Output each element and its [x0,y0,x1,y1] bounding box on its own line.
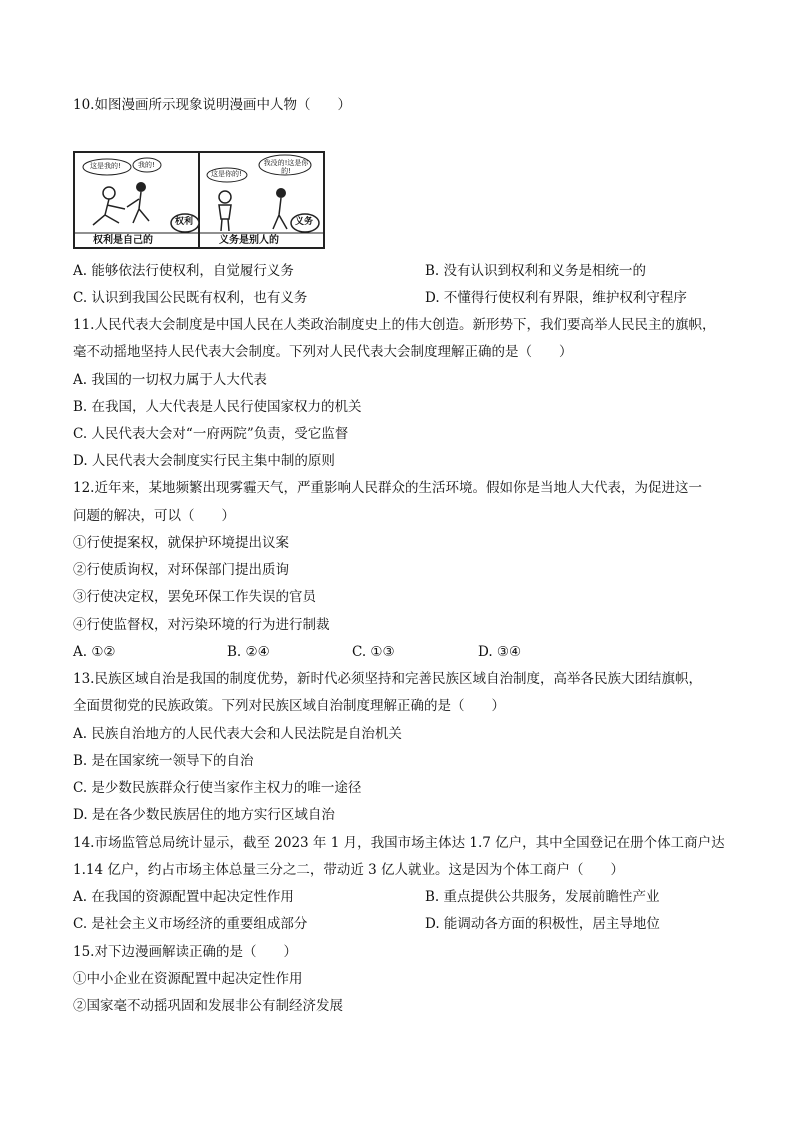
q11-option-c: C. 人民代表大会对“一府两院”负责，受它监督 [73,426,349,442]
q14-option-b: B. 重点提供公共服务，发展前瞻性产业 [425,889,660,905]
q13-stem-line-1: 13.民族区域自治是我国的制度优势，新时代必须坚持和完善民族区域自治制度，高举各民族大团结旗帜， [73,671,702,687]
q14-stem-line-2: 1.14 亿户，约占市场主体总量三分之二，带动近 3 亿人就业。这是因为个体工商户（ ） [73,862,625,878]
q10-option-c: C. 认识到我国公民既有权利，也有义务 [73,290,308,306]
q15-statement-1: ①中小企业在资源配置中起决定性作用 [73,971,303,987]
q12-statement-2: ②行使质询权，对环保部门提出质询 [73,562,289,578]
comic-bubble-left-2: 我的! [138,161,155,169]
q12-stem-line-1: 12.近年来，某地频繁出现雾霾天气，严重影响人民群众的生活环境。假如你是当地人大代表，为促进这一 [73,480,702,496]
q14-option-a: A. 在我国的资源配置中起决定性作用 [73,889,294,905]
q14-options-row-2 [73,915,660,933]
q12-statement-4: ④行使监督权，对污染环境的行为进行制裁 [73,617,330,633]
q14-option-d: D. 能调动各方面的积极性，居主导地位 [425,916,660,932]
q12-statement-1: ①行使提案权，就保护环境提出议案 [73,535,289,551]
q12-statement-3: ③行使决定权，罢免环保工作失误的官员 [73,589,316,605]
comic-caption-left: 权利是自己的 [93,235,153,246]
q13-option-b: B. 是在国家统一领导下的自治 [73,753,254,769]
q10-options-row-1 [73,262,647,280]
q12-stem-line-2: 问题的解决，可以（ ） [73,508,235,524]
q13-option-d: D. 是在各少数民族居住的地方实行区域自治 [73,807,335,823]
q11-option-d: D. 人民代表大会制度实行民主集中制的原则 [73,453,335,469]
q14-option-c: C. 是社会主义市场经济的重要组成部分 [73,916,308,932]
q12-option-a: A. ①② [73,644,116,660]
q15-statement-2: ②国家毫不动摇巩固和发展非公有制经济发展 [73,998,343,1014]
comic-tag-duties: 义务 [295,217,314,227]
q11-stem-line-2: 毫不动摇地坚持人民代表大会制度。下列对人民代表大会制度理解正确的是（ ） [73,344,573,360]
q11-option-a: A. 我国的一切权力属于人大代表 [73,372,267,388]
comic-tag-rights: 权利 [175,217,194,227]
q12-option-d: D. ③④ [478,644,522,660]
q13-stem-line-2: 全面贯彻党的民族政策。下列对民族区域自治制度理解正确的是（ ） [73,698,505,714]
q11-option-b: B. 在我国，人大代表是人民行使国家权力的机关 [73,399,362,415]
q13-option-c: C. 是少数民族群众行使当家作主权力的唯一途径 [73,780,362,796]
q13-option-a: A. 民族自治地方的人民代表大会和人民法院是自治机关 [73,726,402,742]
q14-stem-line-1: 14.市场监管总局统计显示，截至 2023 年 1 月，我国市场主体达 1.7 亿户，其中全国登记在册个体工商户达 [73,835,725,851]
q12-option-b: B. ②④ [227,644,270,660]
comic-caption-right: 义务是别人的 [219,235,279,246]
comic-bubble-right-1: 这是你的! [211,170,242,178]
q11-stem-line-1: 11.人民代表大会制度是中国人民在人类政治制度史上的伟大创造。新形势下，我们要高举人民民主的旗帜， [73,317,716,333]
q10-option-d: D. 不懂得行使权利有界限，维护权利守程序 [425,290,687,306]
q10-options-row-2 [73,289,687,307]
comic-bubble-left-1: 这是我的! [90,162,121,170]
q10-stem: 10.如图漫画所示现象说明漫画中人物（ ） [73,97,351,113]
q10-comic [73,151,325,249]
q10-option-a: A. 能够依法行使权利，自觉履行义务 [73,263,294,279]
q10-option-b: B. 没有认识到权利和义务是相统一的 [425,263,647,279]
q14-options-row-1 [73,888,660,906]
q15-stem: 15.对下边漫画解读正确的是（ ） [73,944,297,960]
comic-bubble-right-2: 我没的!这是你的! [263,159,309,175]
q12-option-c: C. ①③ [352,644,395,660]
